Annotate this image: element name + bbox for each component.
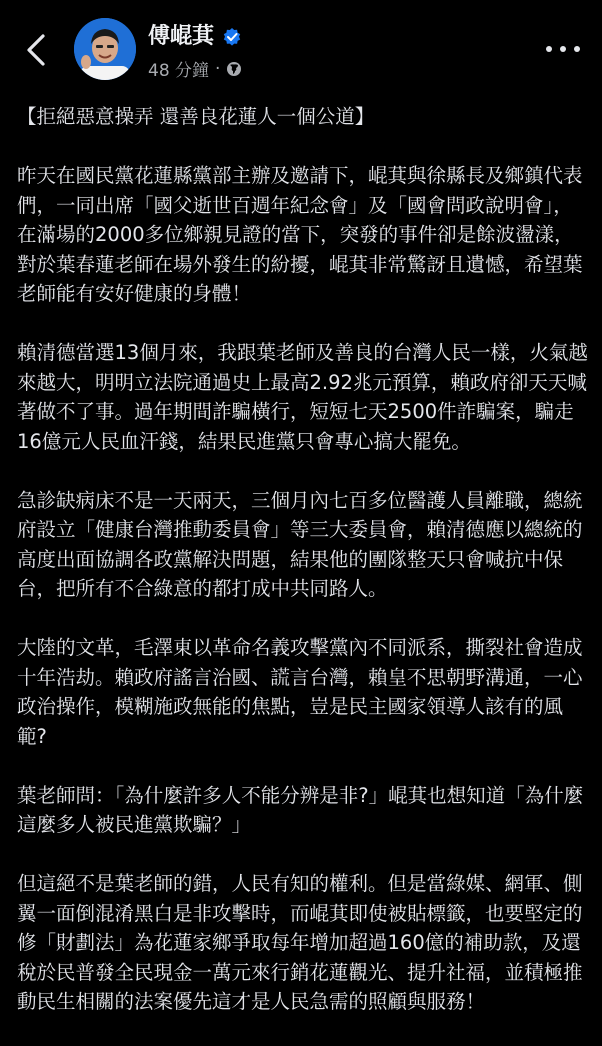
post-text: [17, 102, 589, 1046]
more-options-button[interactable]: [546, 38, 580, 60]
verified-badge-icon: [222, 27, 242, 47]
post-paragraph: 急診缺病床不是一天兩天，三個月內七百多位醫護人員離職，總統府設立「健康台灣推動委員會」等三大委員會，賴清德應以總統的高度出面協調各政黨解決問題，結果他的團隊整天只會喊抗中保台，把所有不合綠意的都打成中共同路人。: [17, 488, 583, 600]
author-name[interactable]: 傅崐萁: [148, 24, 215, 49]
post-header: [0, 0, 602, 100]
post-title: 【拒絕惡意操弄 還善良花蓮人一個公道】: [17, 105, 375, 128]
chevron-left-icon: [25, 33, 47, 67]
post-paragraph: 葉老師問：「為什麼許多人不能分辨是非?」崐萁也想知道「為什麼這麼多人被民進黨欺騙？」: [17, 783, 584, 836]
post-paragraph: 昨天在國民黨花蓮縣黨部主辦及邀請下，崐萁與徐縣長及鄉鎮代表們，一同出席「國父逝世百週年紀念會」及「國會問政說明會」，在滿場的2000多位鄉親見證的當下，突發的事件卻是餘波盪漾，對於葉春蓮老師在場外發生的紛擾，崐萁非常驚訝且遺憾，希望葉老師能有安好健康的身體！: [17, 164, 583, 305]
more-dot: [546, 46, 552, 52]
globe-icon: [226, 61, 242, 77]
meta-separator: ·: [215, 58, 221, 79]
author-info: [148, 22, 242, 81]
more-dot: [574, 46, 580, 52]
profile-photo: [74, 18, 136, 80]
post-timestamp[interactable]: 48 分鐘: [148, 61, 210, 81]
post-paragraph: 賴清德當選13個月來，我跟葉老師及善良的台灣人民一樣，火氣越來越大，明明立法院通過史上最高2.92兆元預算，賴政府卻天天喊著做不了事。過年期間詐騙橫行，短短七天2500件詐騙案，騙走16億元人民血汗錢，結果民進黨只會專心搞大罷免。: [17, 341, 588, 453]
back-button[interactable]: [18, 30, 54, 70]
more-dot: [560, 46, 566, 52]
avatar[interactable]: [74, 18, 136, 80]
post-paragraph: 但這絕不是葉老師的錯，人民有知的權利。但是當綠媒、網軍、側翼一面倒混淆黑白是非攻擊時，而崐萁即使被貼標籤，也要堅定的修「財劃法」為花蓮家鄉爭取每年增加超過160億的補助款，及還稅於民普發全民現金一萬元來行銷花蓮觀光、提升社福，並積極推動民生相關的法案優先這才是人民急需的照顧與服務！: [17, 872, 583, 1013]
post-meta: [148, 56, 242, 81]
post-paragraph: 大陸的文革，毛澤東以革命名義攻擊黨內不同派系，撕裂社會造成十年浩劫。賴政府謠言治國、謊言台灣，賴皇不思朝野溝通，一心政治操作，模糊施政無能的焦點，豈是民主國家領導人該有的風範?: [17, 636, 583, 748]
